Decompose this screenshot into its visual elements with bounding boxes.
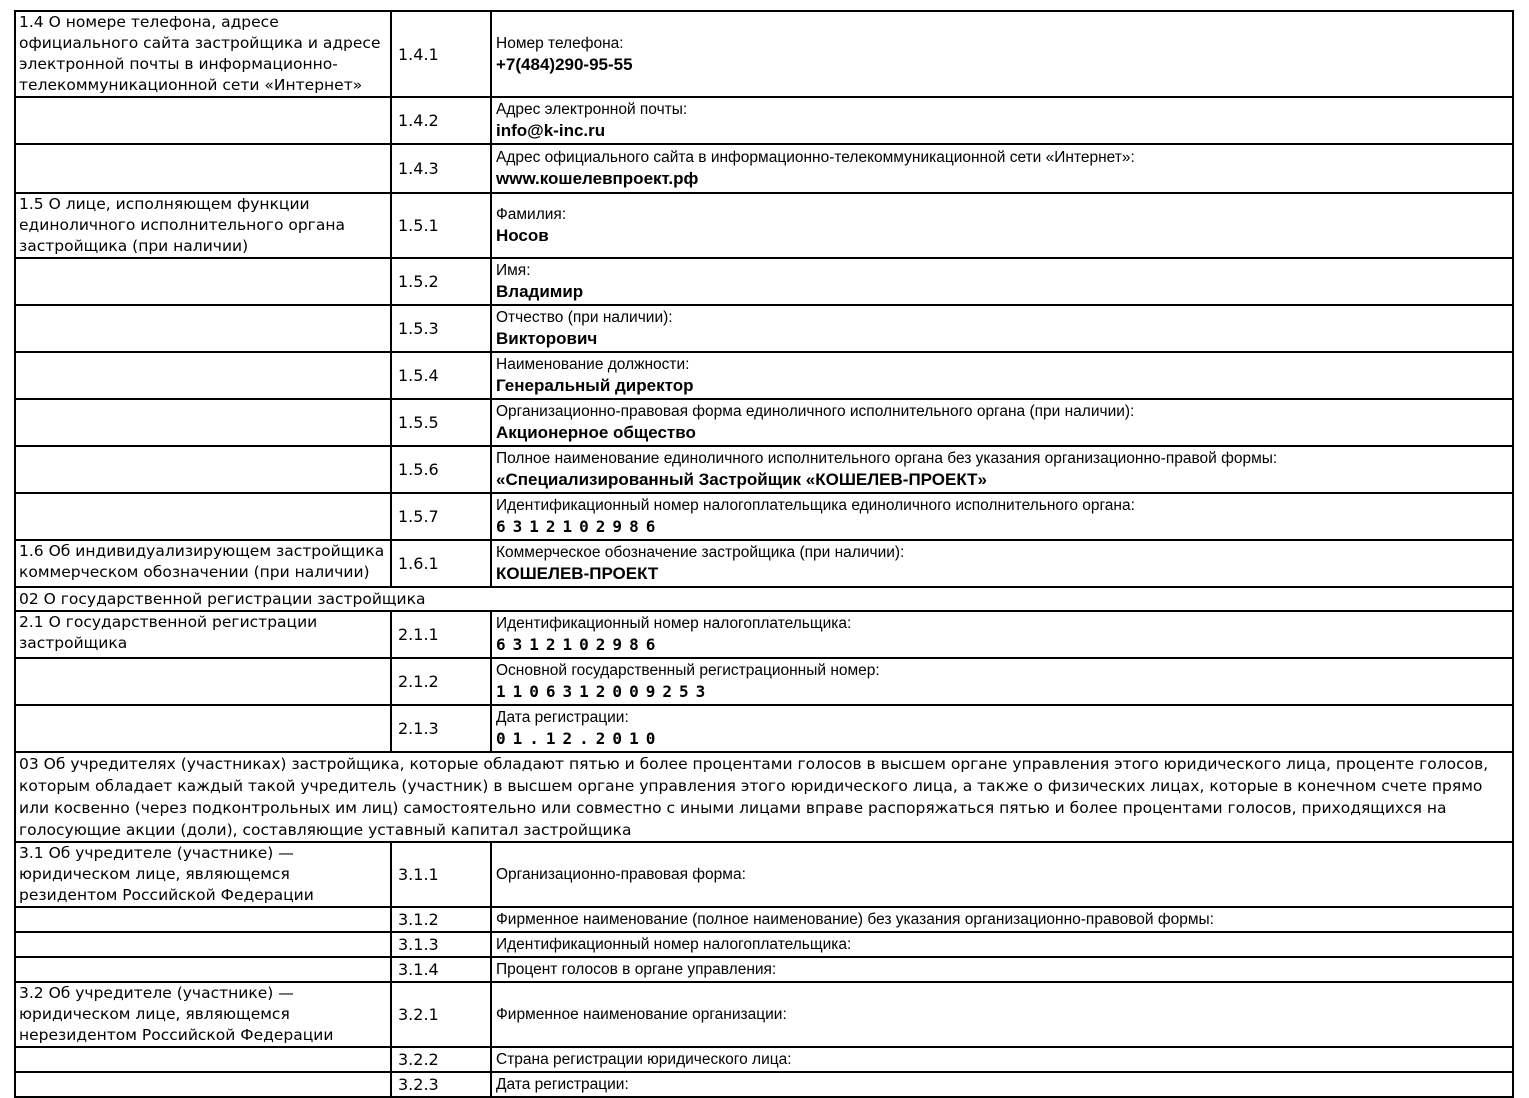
value-label: Страна регистрации юридического лица: (496, 1051, 792, 1068)
value-label: Наименование должности: (496, 356, 690, 373)
row-number: 1.4.1 (391, 11, 491, 97)
value-label: Коммерческое обозначение застройщика (при наличии): (496, 544, 905, 561)
row-number: 3.1.1 (391, 842, 491, 907)
table-row (15, 193, 1513, 258)
table-row (15, 705, 1513, 752)
value-text: +7(484)290-95-55 (496, 54, 633, 74)
table-row (15, 352, 1513, 399)
row-value-cell (491, 97, 1513, 144)
row-description: 3.2 Об учредителе (участнике) — юридическом лице, являющемся нерезидентом Российской Федерации (15, 982, 391, 1047)
table-row (15, 932, 1513, 957)
row-description (15, 446, 391, 493)
row-description (15, 258, 391, 305)
row-number: 2.1.2 (391, 658, 491, 705)
row-number: 3.2.3 (391, 1072, 491, 1097)
row-value-cell (491, 611, 1513, 658)
row-number: 1.6.1 (391, 540, 491, 587)
table-row (15, 611, 1513, 658)
row-description (15, 1072, 391, 1097)
value-text: 6312102986 (496, 517, 663, 536)
row-description (15, 907, 391, 932)
row-description (15, 97, 391, 144)
table-row (15, 1072, 1513, 1097)
row-number: 3.2.2 (391, 1047, 491, 1072)
row-value-cell (491, 144, 1513, 193)
row-number: 1.5.4 (391, 352, 491, 399)
row-description (15, 493, 391, 540)
value-label: Дата регистрации: (496, 1076, 629, 1093)
value-text: 6312102986 (496, 635, 663, 654)
row-value-cell (491, 11, 1513, 97)
section-header: 02 О государственной регистрации застройщика (15, 587, 1513, 611)
row-description (15, 399, 391, 446)
row-value-cell (491, 193, 1513, 258)
row-value-cell (491, 493, 1513, 540)
row-number: 1.4.2 (391, 97, 491, 144)
value-text: Акционерное общество (496, 423, 696, 442)
row-value-cell (491, 932, 1513, 957)
row-number: 1.5.6 (391, 446, 491, 493)
row-description: 1.5 О лице, исполняющем функции единоличного исполнительного органа застройщика (при наличии) (15, 193, 391, 258)
table-row (15, 258, 1513, 305)
table-row (15, 842, 1513, 907)
row-value-cell (491, 957, 1513, 982)
row-number: 3.1.3 (391, 932, 491, 957)
row-description (15, 957, 391, 982)
declaration-table-body (15, 11, 1513, 1097)
table-row (15, 907, 1513, 932)
row-value-cell (491, 352, 1513, 399)
row-description (15, 144, 391, 193)
value-label: Отчество (при наличии): (496, 309, 673, 326)
section-header-row (15, 587, 1513, 611)
value-text: КОШЕЛЕВ-ПРОЕКТ (496, 564, 659, 583)
row-description (15, 658, 391, 705)
row-value-cell (491, 842, 1513, 907)
table-row (15, 540, 1513, 587)
value-label: Номер телефона: (496, 34, 624, 52)
table-row (15, 144, 1513, 193)
row-value-cell (491, 982, 1513, 1047)
row-description: 2.1 О государственной регистрации застройщика (15, 611, 391, 658)
row-description (15, 305, 391, 352)
value-text: Викторович (496, 329, 598, 348)
row-value-cell (491, 705, 1513, 752)
table-row (15, 446, 1513, 493)
row-value-cell (491, 658, 1513, 705)
table-row (15, 493, 1513, 540)
table-row (15, 957, 1513, 982)
value-label: Фирменное наименование (полное наименование) без указания организационно-правовой формы: (496, 911, 1214, 928)
row-number: 3.2.1 (391, 982, 491, 1047)
row-value-cell (491, 305, 1513, 352)
table-row (15, 11, 1513, 97)
section-header: 03 Об учредителях (участниках) застройщика, которые обладают пятью и более процентами голосов в высшем органе управления этого юридического лица, проценте голосов, которым обладает каждый такой учредитель (участник) в высшем органе управления этого юридического лица, а также о физических лицах, которые в конечном счете прямо или косвенно (через подконтрольных им лиц) самостоятельно или совместно с иными лицами вправе распоряжаться пятью и более процентами голосов, приходящихся на голосующие акции (доли), составляющие уставный капитал застройщика (15, 752, 1513, 842)
table-row (15, 1047, 1513, 1072)
row-number: 1.4.3 (391, 144, 491, 193)
value-text: www.кошелевпроект.рф (496, 169, 699, 188)
row-number: 1.5.5 (391, 399, 491, 446)
value-text: 01.12.2010 (496, 729, 663, 748)
row-description: 3.1 Об учредителе (участнике) — юридическом лице, являющемся резидентом Российской Федерации (15, 842, 391, 907)
value-label: Идентификационный номер налогоплательщика: (496, 936, 852, 953)
value-label: Идентификационный номер налогоплательщика: (496, 615, 852, 632)
value-label: Процент голосов в органе управления: (496, 961, 777, 978)
row-value-cell (491, 258, 1513, 305)
value-label: Основной государственный регистрационный номер: (496, 662, 880, 679)
row-value-cell (491, 399, 1513, 446)
table-row (15, 399, 1513, 446)
table-row (15, 658, 1513, 705)
row-number: 1.5.1 (391, 193, 491, 258)
developer-declaration-table (14, 10, 1514, 1098)
table-row (15, 97, 1513, 144)
row-number: 1.5.3 (391, 305, 491, 352)
row-description (15, 1047, 391, 1072)
value-label: Адрес электронной почты: (496, 101, 688, 118)
value-label: Идентификационный номер налогоплательщика единоличного исполнительного органа: (496, 497, 1135, 514)
value-text: info@k-inc.ru (496, 121, 606, 140)
row-number: 2.1.3 (391, 705, 491, 752)
value-label: Организационно-правовая форма: (496, 866, 746, 883)
section-header-row (15, 752, 1513, 842)
row-description: 1.4 О номере телефона, адресе официального сайта застройщика и адресе электронной почты в информационно-телекоммуникационной сети «Интернет» (15, 11, 391, 97)
value-label: Имя: (496, 262, 531, 279)
value-label: Фамилия: (496, 206, 567, 223)
value-text: Носов (496, 226, 549, 245)
value-label: Фирменное наименование организации: (496, 1006, 787, 1023)
row-number: 3.1.2 (391, 907, 491, 932)
row-number: 1.5.7 (391, 493, 491, 540)
value-text: Генеральный директор (496, 376, 694, 395)
row-value-cell (491, 540, 1513, 587)
row-value-cell (491, 907, 1513, 932)
row-description (15, 932, 391, 957)
value-text: «Специализированный Застройщик «КОШЕЛЕВ-ПРОЕКТ» (496, 470, 987, 489)
value-label: Полное наименование единоличного исполнительного органа без указания организационно-правой формы: (496, 450, 1278, 467)
value-label: Дата регистрации: (496, 709, 629, 726)
row-value-cell (491, 1047, 1513, 1072)
table-row (15, 305, 1513, 352)
value-text: Владимир (496, 282, 584, 301)
value-text: 1106312009253 (496, 682, 713, 701)
row-description: 1.6 Об индивидуализирующем застройщика коммерческом обозначении (при наличии) (15, 540, 391, 587)
row-value-cell (491, 446, 1513, 493)
row-description (15, 352, 391, 399)
row-description (15, 705, 391, 752)
table-row (15, 982, 1513, 1047)
row-number: 3.1.4 (391, 957, 491, 982)
row-number: 1.5.2 (391, 258, 491, 305)
value-label: Организационно-правовая форма единоличного исполнительного органа (при наличии): (496, 403, 1135, 420)
row-number: 2.1.1 (391, 611, 491, 658)
row-value-cell (491, 1072, 1513, 1097)
value-label: Адрес официального сайта в информационно-телекоммуникационной сети «Интернет»: (496, 149, 1135, 166)
